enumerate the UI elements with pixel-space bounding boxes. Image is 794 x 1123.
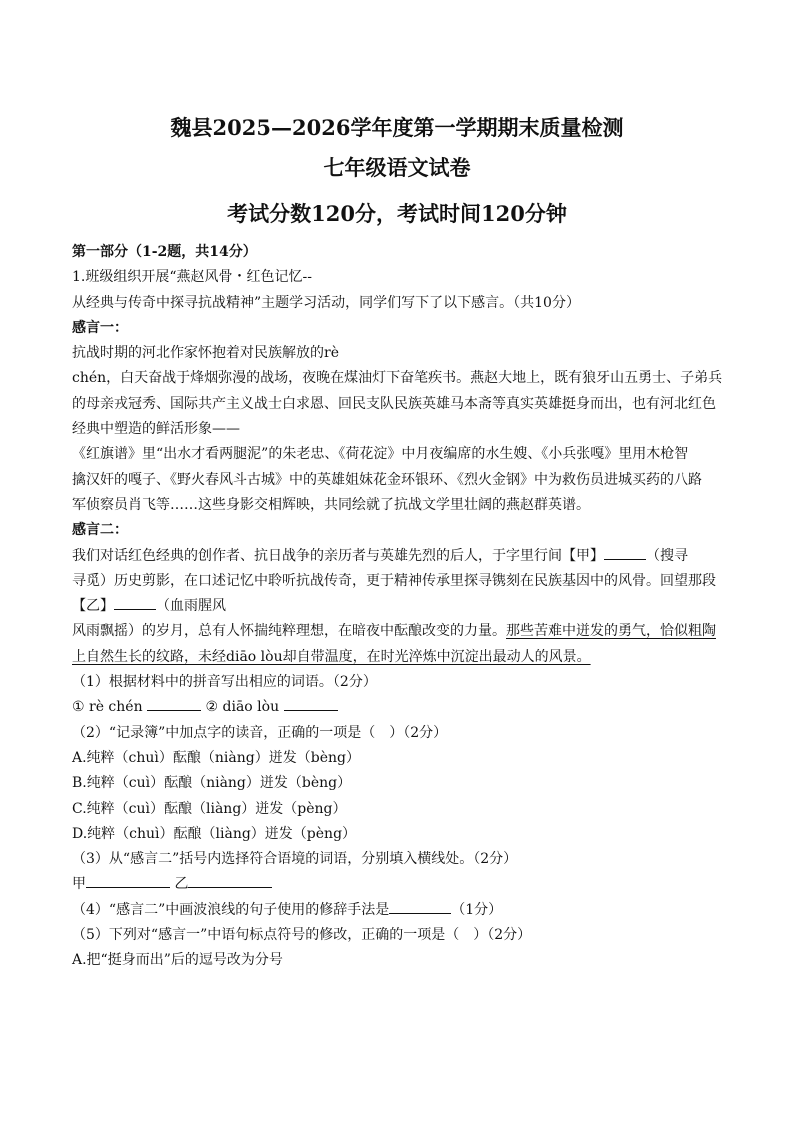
answer-blank[interactable] — [86, 873, 170, 888]
pinyin-1: ① rè chén — [72, 699, 143, 716]
option-c: C.纯粹（cuì）酝酿（liàng）迸发（pèng） — [72, 800, 347, 817]
ganyan-2-line — [72, 619, 722, 644]
ganyan-2-text: 【乙】 — [72, 598, 114, 615]
ganyan-1-line: 抗战时期的河北作家怀抱着对民族解放的rè — [72, 345, 339, 362]
ganyan-1-line: 擒汉奸的嘎子、《野火春风斗古城》中的英雄姐妹花金环银环、《烈火金钢》中为救伤员进城买药的八路 — [72, 471, 702, 488]
wavy-underlined-sentence: 那些苦难中迸发的勇气，恰似粗陶 — [506, 623, 716, 640]
ganyan-2-line — [72, 544, 722, 569]
sub-question-4 — [72, 898, 722, 923]
sub-question-1-answers — [72, 695, 722, 720]
label-yi: 乙 — [174, 876, 189, 893]
ganyan-2-text: （搜寻 — [646, 547, 688, 564]
option-d: D.纯粹（chuì）酝酿（liàng）迸发（pèng） — [72, 825, 357, 842]
sub-question-3: （3）从“感言二”括号内选择符合语境的词语，分别填入横线处。（2分） — [72, 851, 518, 868]
pinyin-2: ② diāo lòu — [205, 699, 280, 716]
ganyan-2-text: 我们对话红色经典的创作者、抗日战争的亲历者与英雄先烈的后人，于字里行间【甲】 — [72, 547, 604, 564]
ganyan-1-line: 军侦察员肖飞等……这些身影交相辉映，共同绘就了抗战文学里壮阔的燕赵群英谱。 — [72, 496, 590, 513]
question-1-intro-cont: 从经典与传奇中探寻抗战精神”主题学习活动，同学们写下了以下感言。（共10分） — [72, 294, 580, 311]
ganyan-2-line: 寻觅）历史剪影，在口述记忆中聆听抗战传奇，更于精神传承里探寻镌刻在民族基因中的风骨。回望那段 — [72, 572, 716, 589]
answer-blank[interactable] — [188, 873, 272, 888]
ganyan-2-text: 风雨飘摇）的岁月，总有人怀揣纯粹理想，在暗夜中酝酿改变的力量。 — [72, 623, 506, 640]
exam-title: 魏县2025—2026学年度第一学期期末质量检测 — [170, 115, 624, 140]
exam-subtitle: 七年级语文试卷 — [323, 155, 471, 180]
answer-blank[interactable] — [284, 696, 338, 711]
ganyan-2-text: （血雨腥风 — [156, 598, 226, 615]
option-a: A.把“挺身而出”后的逗号改为分号 — [72, 952, 283, 969]
ganyan-2-label: 感言二： — [72, 522, 128, 539]
sub-question-1: （1）根据材料中的拼音写出相应的词语。（2分） — [72, 674, 377, 691]
sub-question-2: （2）“记录簿”中加点字的读音，正确的一项是（ ）（2分） — [72, 724, 448, 741]
sub-question-3-answers — [72, 872, 722, 897]
option-a: A.纯粹（chuì）酝酿（niàng）迸发（bèng） — [72, 749, 360, 766]
sub-question-4-text: （4）“感言二”中画波浪线的句子使用的修辞手法是 — [72, 901, 390, 918]
question-1-intro: 1.班级组织开展“燕赵风骨・红色记忆-- — [72, 269, 312, 286]
ganyan-2-line — [72, 645, 722, 670]
label-jia: 甲 — [72, 876, 86, 893]
exam-body — [72, 240, 722, 974]
option-b: B.纯粹（cuì）酝酿（niàng）迸发（bèng） — [72, 775, 352, 792]
sub-question-5: （5）下列对“感言一”中语句标点符号的修改，正确的一项是（ ）（2分） — [72, 927, 532, 944]
wavy-underlined-sentence: 上自然生长的纹路，未经diāo lòu却自带温度，在时光淬炼中沉淀出最动人的风景。 — [72, 648, 591, 665]
blank-jia[interactable] — [604, 545, 646, 560]
ganyan-1-line: 经典中塑造的鲜活形象—— — [72, 421, 240, 438]
answer-blank[interactable] — [147, 696, 201, 711]
section-heading: 第一部分（1-2题，共14分） — [72, 244, 257, 260]
sub-question-4-score: （1分） — [451, 901, 503, 918]
ganyan-2-line — [72, 594, 722, 619]
ganyan-1-line: 的母亲戎冠秀、国际共产主义战士白求恩、回民支队民族英雄马本斋等真实英雄挺身而出，也有河北红色 — [72, 395, 716, 412]
ganyan-1-line: 《红旗谱》里“出水才看两腿泥”的朱老忠、《荷花淀》中月夜编席的水生嫂、《小兵张嘎》里用木枪智 — [72, 446, 689, 463]
exam-info: 考试分数120分，考试时间120分钟 — [227, 201, 567, 226]
ganyan-1-label: 感言一： — [72, 319, 128, 336]
ganyan-1-line: chén，白天奋战于烽烟弥漫的战场，夜晚在煤油灯下奋笔疾书。燕赵大地上，既有狼牙山五勇士、子弟兵 — [72, 370, 723, 387]
blank-yi[interactable] — [114, 595, 156, 610]
answer-blank[interactable] — [389, 899, 451, 914]
